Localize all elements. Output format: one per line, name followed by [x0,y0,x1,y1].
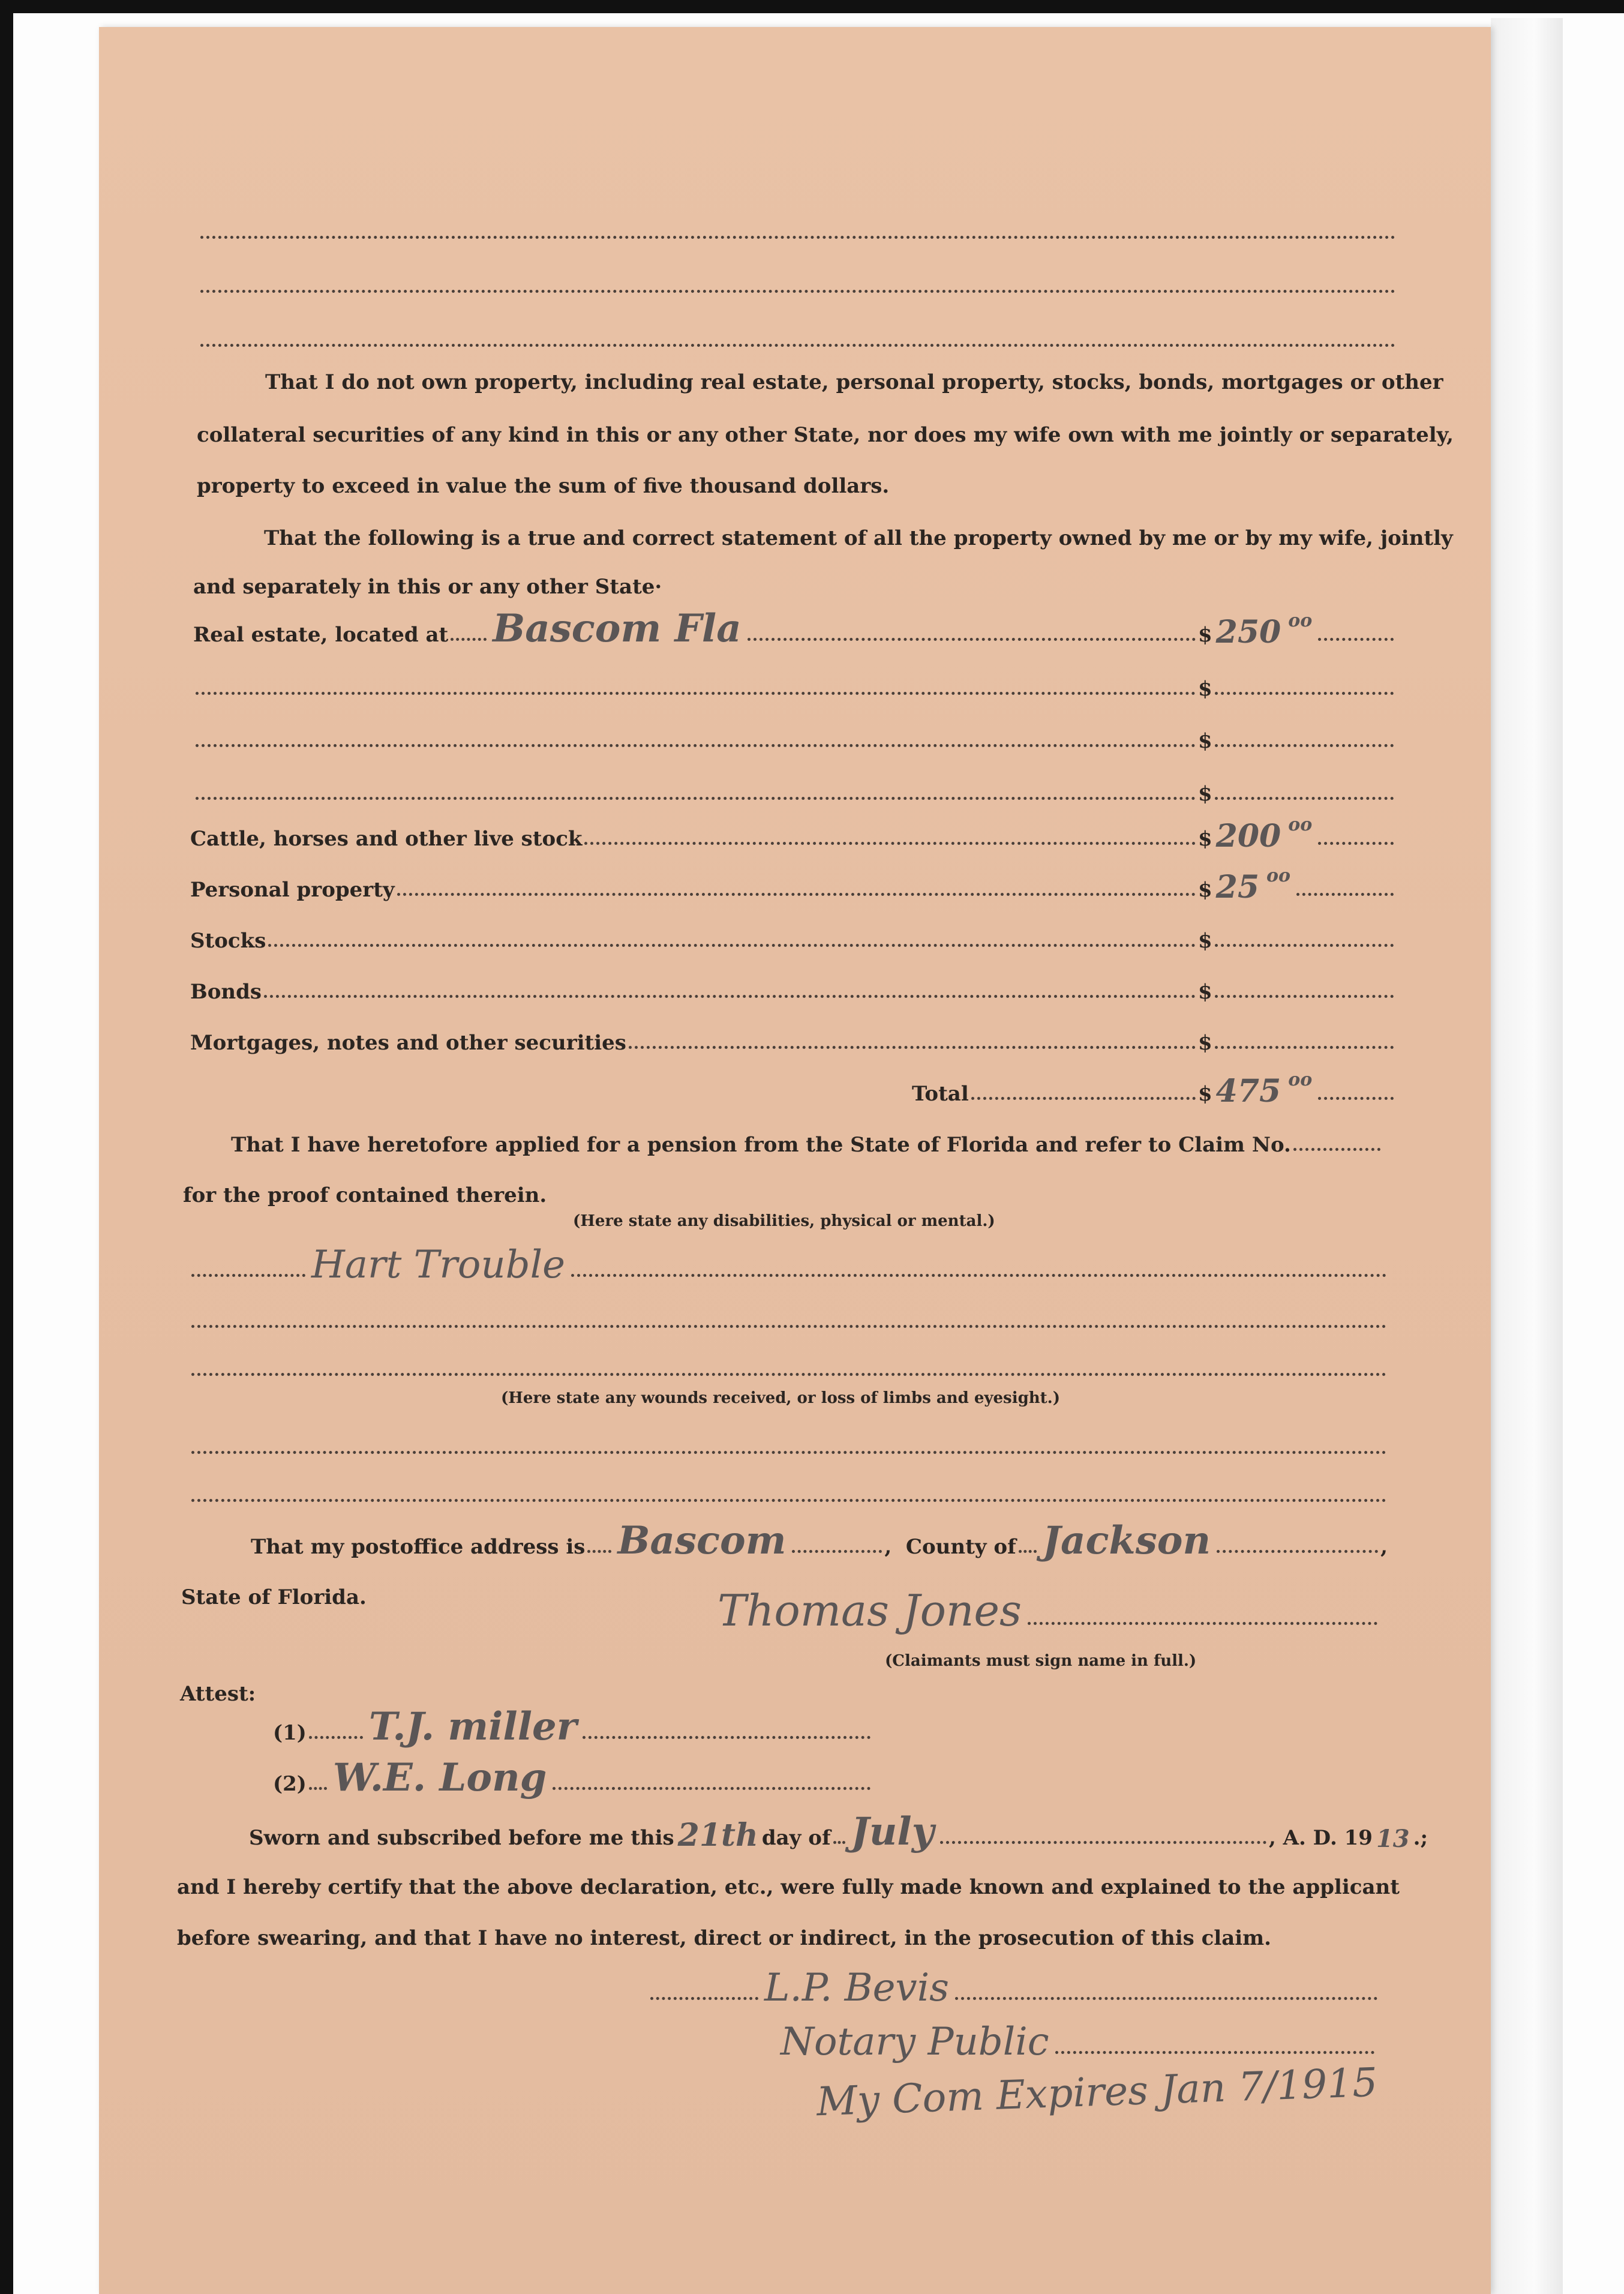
certify-line-2: before swearing, and that I have no interest, direct or indirect, in the prosecution of this claim. [177,1926,1271,1950]
disability-row [189,1236,1389,1287]
wounds-blank-1 [189,1413,1389,1461]
livestock-label: Cattle, horses and other live stock [190,827,583,851]
personal-property-amount: 25 [1215,869,1260,905]
blank-line-1 [198,198,1398,246]
real-estate-row: Real estate, located at Bascom Fla $ 250 oo [193,600,1396,648]
bonds-label: Bonds [190,980,262,1004]
county-name: Jackson [1042,1518,1211,1563]
total-amount: 475 [1215,1073,1281,1109]
stocks-row: Stocks $ [190,906,1396,954]
blank-line-2 [198,252,1398,300]
attest-label: Attest: [180,1682,256,1706]
county-label: County of [905,1535,1016,1559]
sworn-label: Sworn and subscribed before me this [249,1826,674,1850]
prior-claim-row [231,1110,1383,1158]
disabilities-note: (Here state any disabilities, physical or mental.) [573,1212,995,1230]
prior-claim-text: That I have heretofore applied for a pension from the State of Florida and refer to Claim No. [231,1133,1291,1157]
witness-2-row: (2) W.E. Long [273,1749,873,1797]
notary-signature-row [648,1959,1380,2010]
disability-blank-1 [189,1287,1389,1335]
real-estate-label: Real estate, located at [193,623,449,647]
total-label: Total [912,1082,969,1106]
true-statement-line-2: and separately in this or any other State· [193,575,662,599]
real-estate-amount: 250 [1215,614,1281,650]
personal-property-label: Personal property [190,878,395,902]
address-row: That my postoffice address is Bascom , County of Jackson , [251,1518,1388,1563]
real-estate-location: Bascom Fla [493,606,742,651]
postoffice-town: Bascom [617,1518,787,1563]
claimant-note: (Claimants must sign name in full.) [885,1652,1197,1670]
commission-row [813,2059,1485,2125]
mortgages-label: Mortgages, notes and other securities [190,1031,626,1055]
sworn-year: 13 [1376,1825,1410,1853]
property-blank-row-2: $ [193,706,1396,754]
notary-title: Notary Public [781,2020,1049,2064]
mortgages-row: Mortgages, notes and other securities $ [190,1008,1396,1056]
property-statement-line-3: property to exceed in value the sum of five thousand dollars. [197,474,890,498]
witness-1-signature: T.J. miller [368,1704,577,1749]
bonds-row: Bonds $ [190,957,1396,1005]
commission-expiry: My Com Expires Jan 7/1915 [815,2059,1379,2125]
pension-form-page [99,27,1491,2294]
stocks-label: Stocks [190,929,266,953]
sworn-day: 21th [677,1817,758,1854]
livestock-row: Cattle, horses and other live stock $ 200 oo [190,804,1396,852]
scan-border-left [0,0,13,2294]
total-row: Total $ 475 oo [912,1059,1396,1107]
sworn-row: Sworn and subscribed before me this 21th day of July , A. D. 19 13 .; [249,1809,1428,1854]
livestock-amount: 200 [1215,818,1281,854]
property-blank-row-1: $ [193,654,1396,702]
plastic-sleeve-edge [1491,18,1563,2294]
claimant-signature: Thomas Jones [718,1585,1022,1636]
property-statement-line-1: That I do not own property, including real estate, personal property, stocks, bonds, mortgages or other [265,370,1443,394]
witness-1-row: (1) T.J. miller [273,1698,873,1746]
wounds-note: (Here state any wounds received, or loss of limbs and eyesight.) [501,1389,1061,1407]
true-statement-line-1: That the following is a true and correct statement of all the property owned by me or by my wife, jointly [264,526,1453,550]
disability-blank-2 [189,1335,1389,1383]
notary-title-row [777,2013,1377,2064]
certify-line-1: and I hereby certify that the above declaration, etc., were fully made known and explained to the applicant [177,1875,1400,1899]
scan-border-top [0,0,1624,13]
property-blank-row-3: $ [193,759,1396,807]
wounds-blank-2 [189,1461,1389,1509]
state-label: State of Florida. [181,1585,367,1609]
witness-2-signature: W.E. Long [332,1755,547,1800]
property-statement-line-2: collateral securities of any kind in this or any other State, nor does my wife own with me jointly or separately, [197,423,1454,447]
proof-line: for the proof contained therein. [183,1183,547,1207]
address-label: That my postoffice address is [251,1535,586,1559]
sworn-month: July [851,1809,934,1854]
notary-signature: L.P. Bevis [764,1966,949,2010]
personal-property-row: Personal property $ 25 oo [190,855,1396,903]
blank-line-3 [198,306,1398,354]
claimant-signature-row [714,1584,1380,1636]
disability-entry: Hart Trouble [311,1243,565,1287]
